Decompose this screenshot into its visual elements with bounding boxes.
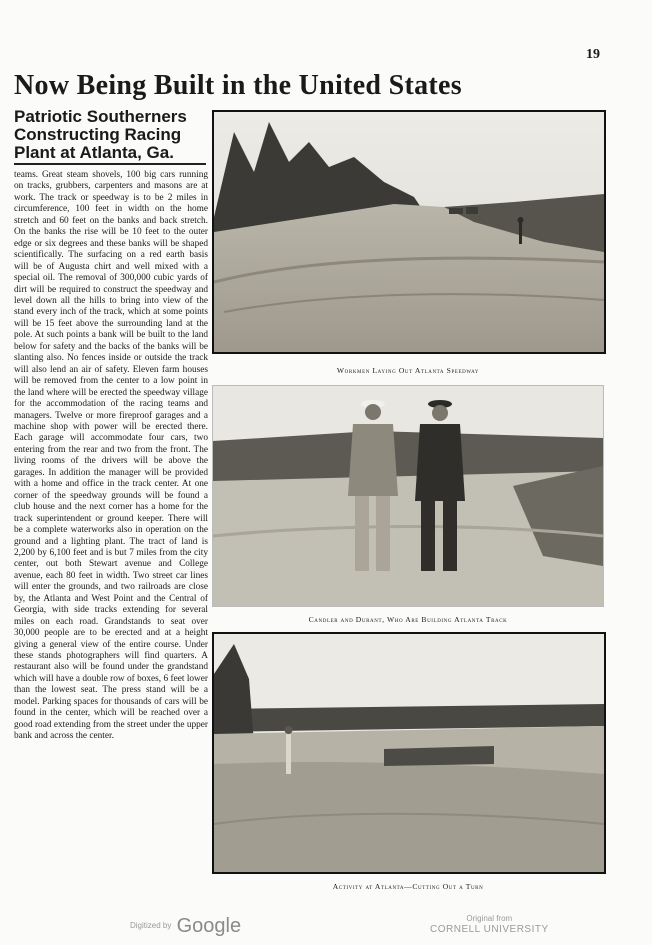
photo-candler-durant xyxy=(212,385,604,607)
photo-workmen xyxy=(212,110,606,354)
photo-cutting-turn xyxy=(212,632,606,874)
article-text: teams. Great steam shovels, 100 big cars running on tracks, grubbers, carpenters and masons are at work. The track or speedway is to be 2 miles in circumference, 100 feet in width on the home stretch and 60 feet on the banks and back stretch. On the banks the rise will be 10 feet to the outer edge or six degrees and these banks will be shaped scientifically. The surfacing on a red earth basis will be of Augusta chirt and well mixed with a special oil. The removal of 300,000 cubic yards of dirt will be required to construct the speedway and level down all the hills to bring into view of the stand every inch of the track, which at some points will be 15 feet above the surrounding land at the pole. At such points a bank will be built to the land below for safety and the backs of the banks will be slanting also. No fences inside or outside the track will also lend an air of safety. Eleven farm houses will be removed from the center to a low point in the land where will be erected the speedway village for the accommodation of the racing teams and managers. Twelve or more fireproof garages and a machine shop with power will be erected there. Each garage will accommodate four cars, two entering from the rear and two from the front. The living rooms of the drivers will be above the garages. In addition the manager will be provided with a home and office in the track center. At one corner of the speedway grounds will be found a club house and the next corner has a home for the track superintendent or ground keeper. There will be a complete waterworks also in operation on the ground and a lighting plant. The tract of land is 2,200 by 6,100 feet and is but 7 miles from the city center, out both Stewart avenue and College avenue, each 80 feet in width. Two street car lines will enter the grounds, and two railroads are close by, the Atlanta and West Point and the Central of Georgia, with side tracks extending for several miles on each road. Grandstands to seat over 30,000 people are to be erected and at a height giving a general view of the entire course. Under these stands photographers will find quarters. A restaurant also will be found under the grandstand which will have a double row of boxes, 6 feet lower than the lowest seat. The press stand will be a model. Parking spaces for thousands of cars will be found in the center, which will be reached over a good road extending from the street under the upper bank and across the center. xyxy=(14,170,208,742)
subheadline-line: Plant at Atlanta, Ga. xyxy=(14,143,174,162)
headline: Now Being Built in the United States xyxy=(14,70,462,101)
original-from-label: Original from xyxy=(466,914,513,923)
photo-caption: Activity at Atlanta—Cutting Out a Turn xyxy=(332,882,484,891)
subheadline-line: Constructing Racing xyxy=(14,125,182,144)
article-body xyxy=(14,170,208,743)
google-logo: Google xyxy=(176,915,242,937)
footer-digitized xyxy=(130,915,241,938)
page-number: 19 xyxy=(586,47,600,62)
footer-original xyxy=(430,913,549,935)
subheadline xyxy=(14,108,214,162)
subheadline-line: Patriotic Southerners xyxy=(14,107,187,126)
institution-label: CORNELL UNIVERSITY xyxy=(430,924,549,935)
photo-caption: Candler and Durant, Who Are Building Atlanta Track xyxy=(308,615,508,624)
digitized-by-label: Digitized by xyxy=(130,921,172,930)
photo-caption: Workmen Laying Out Atlanta Speedway xyxy=(336,366,480,375)
divider xyxy=(14,163,206,165)
